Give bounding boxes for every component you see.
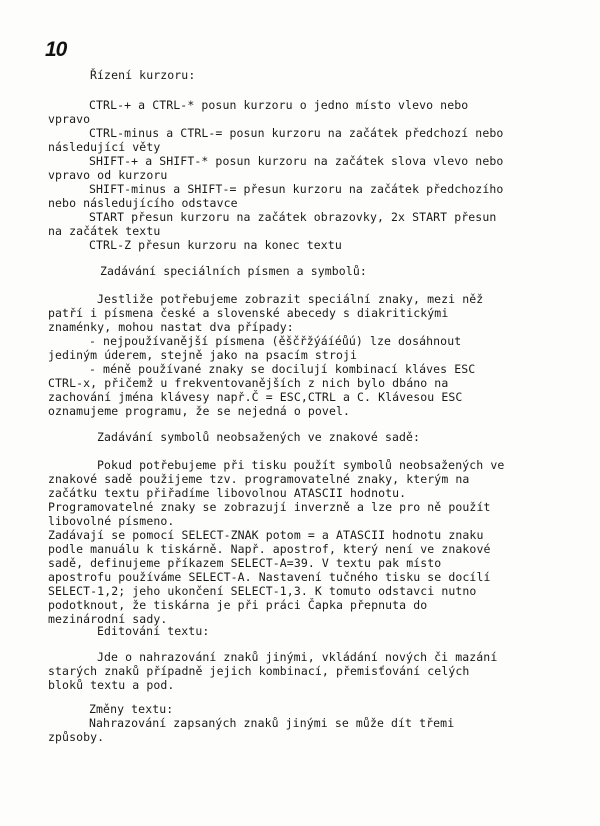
text-line: - nejpoužívanější písmena (ěščřžýáíéůú) lze dosáhnout — [89, 334, 462, 348]
text-line: začátku textu přiřadíme libovolnou ATASCII hodnotu. — [48, 486, 407, 500]
text-line: Nahrazování zapsaných znaků jinými se může dít třemi — [89, 716, 455, 730]
text-line: Jestliže potřebujeme zobrazit speciální znaky, mezi něž — [97, 292, 484, 306]
text-line: CTRL-Z přesun kurzoru na konec textu — [89, 238, 342, 252]
text-line: znaménky, mohou nastat dva případy: — [48, 320, 294, 334]
text-line: vpravo — [48, 112, 91, 126]
text-line: způsoby. — [48, 730, 105, 744]
text-line: Programovatelné znaky se zobrazují inverzně a lze pro ně použít — [48, 500, 491, 514]
text-line: apostrofu používáme SELECT-A. Nastavení tučného tisku se docílí — [48, 570, 491, 584]
text-line: Zadávají se pomocí SELECT-ZNAK potom = a ATASCII hodnotu znaku — [48, 528, 484, 542]
text-line: Pokud potřebujeme při tisku použít symbolů neobsažených ve — [97, 458, 505, 472]
text-line: - méně používané znaky se docilují kombinací kláves ESC — [89, 362, 476, 376]
text-line: CTRL-+ a CTRL-* posun kurzoru o jedno místo vlevo nebo — [89, 98, 469, 112]
page-number: 10 — [45, 38, 67, 61]
text-line: CTRL-minus a CTRL-= posun kurzoru na začátek předchozí nebo — [89, 126, 504, 140]
text-line: SELECT-1,2; jeho ukončení SELECT-1,3. K tomuto odstavci nutno — [48, 584, 477, 598]
text-line: sadě, definujeme příkazem SELECT-A=39. V textu pak místo — [48, 556, 442, 570]
text-line: patří i písmena české a slovenské abecedy s diakritickými — [48, 306, 449, 320]
text-line: zachování jména klávesy např.Č = ESC,CTRL a C. Klávesou ESC — [48, 390, 463, 404]
text-line: CTRL-x, přičemž u frekventovanějších z nich bylo dbáno na — [48, 376, 449, 390]
text-line: SHIFT-minus a SHIFT-= přesun kurzoru na začátek předchozího — [89, 182, 504, 196]
text-line: SHIFT-+ a SHIFT-* posun kurzoru na začátek slova vlevo nebo — [89, 154, 504, 168]
text-line: podotknout, že tiskárna je při práci Čapka přepnuta do — [48, 598, 428, 612]
text-line: na začátek textu — [48, 224, 161, 238]
heading-symbols-not-in-charset: Zadávání symbolů neobsažených ve znakové sadě: — [97, 430, 421, 444]
text-line: jediným úderem, stejně jako na psacím stroji — [48, 348, 358, 362]
text-line: oznamujeme programu, že se nejedná o povel. — [48, 404, 351, 418]
heading-special-characters: Zadávání speciálních písmen a symbolů: — [100, 264, 367, 278]
text-line: mezinárodní sady. — [48, 612, 168, 626]
text-line: následující věty — [48, 140, 161, 154]
text-line: starých znaků případně jejich kombinací, přemisťování celých — [48, 664, 470, 678]
heading-text-changes: Změny textu: — [89, 702, 174, 716]
text-line: nebo následujícího odstavce — [48, 196, 238, 210]
text-line: znakové sadě použijeme tzv. programovatelné znaky, kterým na — [48, 472, 470, 486]
text-line: START přesun kurzoru na začátek obrazovky, 2x START přesun — [89, 210, 497, 224]
text-line: podle manuálu k tiskárně. Např. apostrof, který není ve znakové — [48, 542, 491, 556]
text-line: bloků textu a pod. — [48, 678, 175, 692]
text-line: libovolné písmeno. — [48, 514, 175, 528]
text-line: Jde o nahrazování znaků jinými, vkládání nových či mazání — [97, 650, 498, 664]
text-line: vpravo od kurzoru — [48, 168, 168, 182]
heading-cursor-control: Řízení kurzoru: — [90, 68, 196, 82]
heading-text-editing: Editování textu: — [97, 624, 210, 638]
